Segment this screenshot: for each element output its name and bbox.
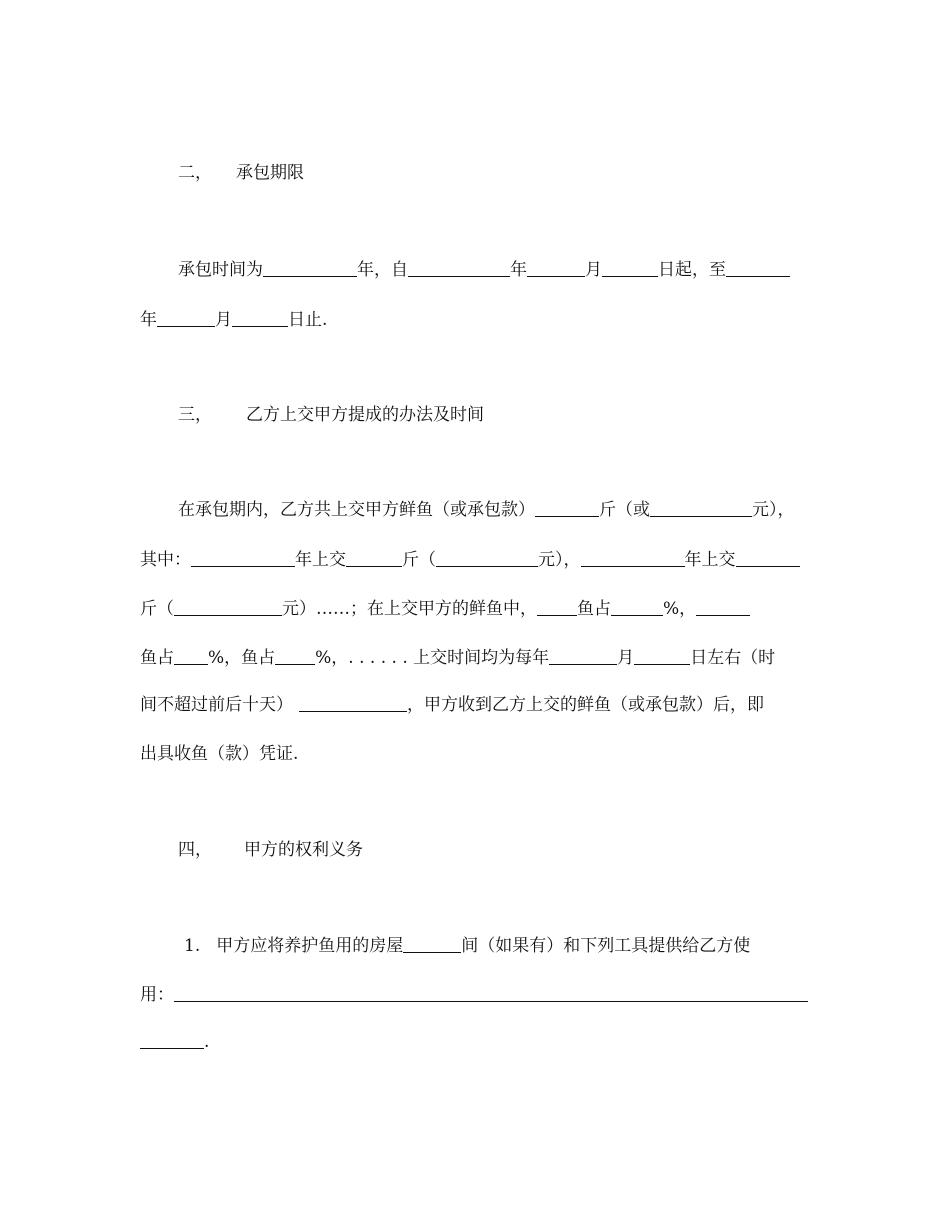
blank-year-1[interactable] [191,565,295,567]
term-text: 日止. [288,310,328,330]
payment-text: 元）， [538,550,581,570]
payment-text: 日左右（时 [690,648,776,668]
section-3-heading [178,404,484,426]
payment-text: 其中： [140,550,191,570]
payment-line-6 [140,743,298,765]
term-line-1 [178,259,790,281]
obligation-text: 甲方应将养护鱼用的房屋 [216,936,404,956]
payment-line-4 [140,647,775,669]
section-4-number: 四， [178,840,212,860]
blank-end-month[interactable] [157,325,215,327]
payment-text: 在承包期内，乙方共上交甲方鲜鱼（或承包款） [178,500,535,520]
section-3-title: 乙方上交甲方提成的办法及时间 [246,405,484,425]
term-text: 日起，至 [658,260,726,280]
obligation-text: 间（如果有）和下列工具提供给乙方使 [461,936,751,956]
obligation-text: 用： [140,985,174,1005]
payment-text: 鱼占 [140,648,174,668]
section-4-title: 甲方的权利义务 [244,840,363,860]
blank-percent-2[interactable] [174,663,208,665]
payment-text: 出具收鱼（款）凭证. [140,744,299,764]
obligation-item-1-end [140,1031,209,1053]
payment-text: 年上交 [295,550,346,570]
payment-text: 斤（ [402,550,436,570]
blank-tools-list[interactable] [174,1000,808,1002]
obligation-text: . [204,1032,210,1052]
payment-text: ，甲方收到乙方上交的鲜鱼（或承包款）后，即 [407,695,764,715]
blank-start-day[interactable] [602,275,658,277]
blank-fish-type-2[interactable] [696,614,750,616]
blank-end-day[interactable] [232,325,288,327]
blank-percent-3[interactable] [275,663,315,665]
payment-text: 年上交 [684,550,736,570]
blank-end-year[interactable] [726,275,790,277]
blank-percent-1[interactable] [611,614,663,616]
section-2-heading [178,162,304,184]
payment-line-1 [178,499,795,521]
blank-deadline[interactable] [299,710,407,712]
blank-years[interactable] [263,275,357,277]
payment-text: 元）……；在上交甲方的鲜鱼中， [282,599,537,619]
blank-pay-month[interactable] [549,663,617,665]
blank-fish-amount[interactable] [650,515,752,517]
blank-rooms[interactable] [403,951,461,953]
payment-text: %，鱼占 [208,648,276,668]
blank-year-2[interactable] [581,565,685,567]
blank-pay-day[interactable] [634,663,690,665]
payment-text: 斤（或 [599,500,650,520]
payment-text: %，. . . . . . 上交时间均为每年 [315,648,550,668]
blank-fish-weight[interactable] [535,515,599,517]
section-4-heading [178,839,363,861]
blank-fish-type-1[interactable] [537,614,577,616]
payment-text: 元）， [752,500,795,520]
term-text: 月 [215,310,232,330]
blank-weight-2[interactable] [736,565,800,567]
section-2-title: 承包期限 [236,163,304,183]
payment-text: 间不超过前后十天） [140,695,293,715]
blank-weight-1[interactable] [346,565,402,567]
payment-line-3 [140,598,750,620]
obligation-item-1-cont [140,984,808,1006]
payment-line-5 [140,694,764,716]
blank-start-year[interactable] [408,275,510,277]
payment-text: 鱼占 [577,599,611,619]
obligation-item-1 [184,935,750,957]
term-text: 年 [510,260,527,280]
term-text: 年 [140,310,157,330]
item-1-number: 1. [184,936,201,956]
term-line-2 [140,309,327,331]
section-2-number: 二， [178,163,212,183]
payment-text: %， [663,599,697,619]
term-text: 月 [585,260,602,280]
section-3-number: 三， [178,405,212,425]
payment-text: 斤（ [140,599,174,619]
payment-text: 月 [617,648,635,668]
blank-start-month[interactable] [527,275,585,277]
blank-tools-list-end[interactable] [140,1047,204,1049]
blank-amount-1[interactable] [436,565,538,567]
term-text: 年，自 [357,260,408,280]
payment-line-2 [140,549,800,571]
term-text: 承包时间为 [178,260,263,280]
blank-amount-2[interactable] [174,614,282,616]
